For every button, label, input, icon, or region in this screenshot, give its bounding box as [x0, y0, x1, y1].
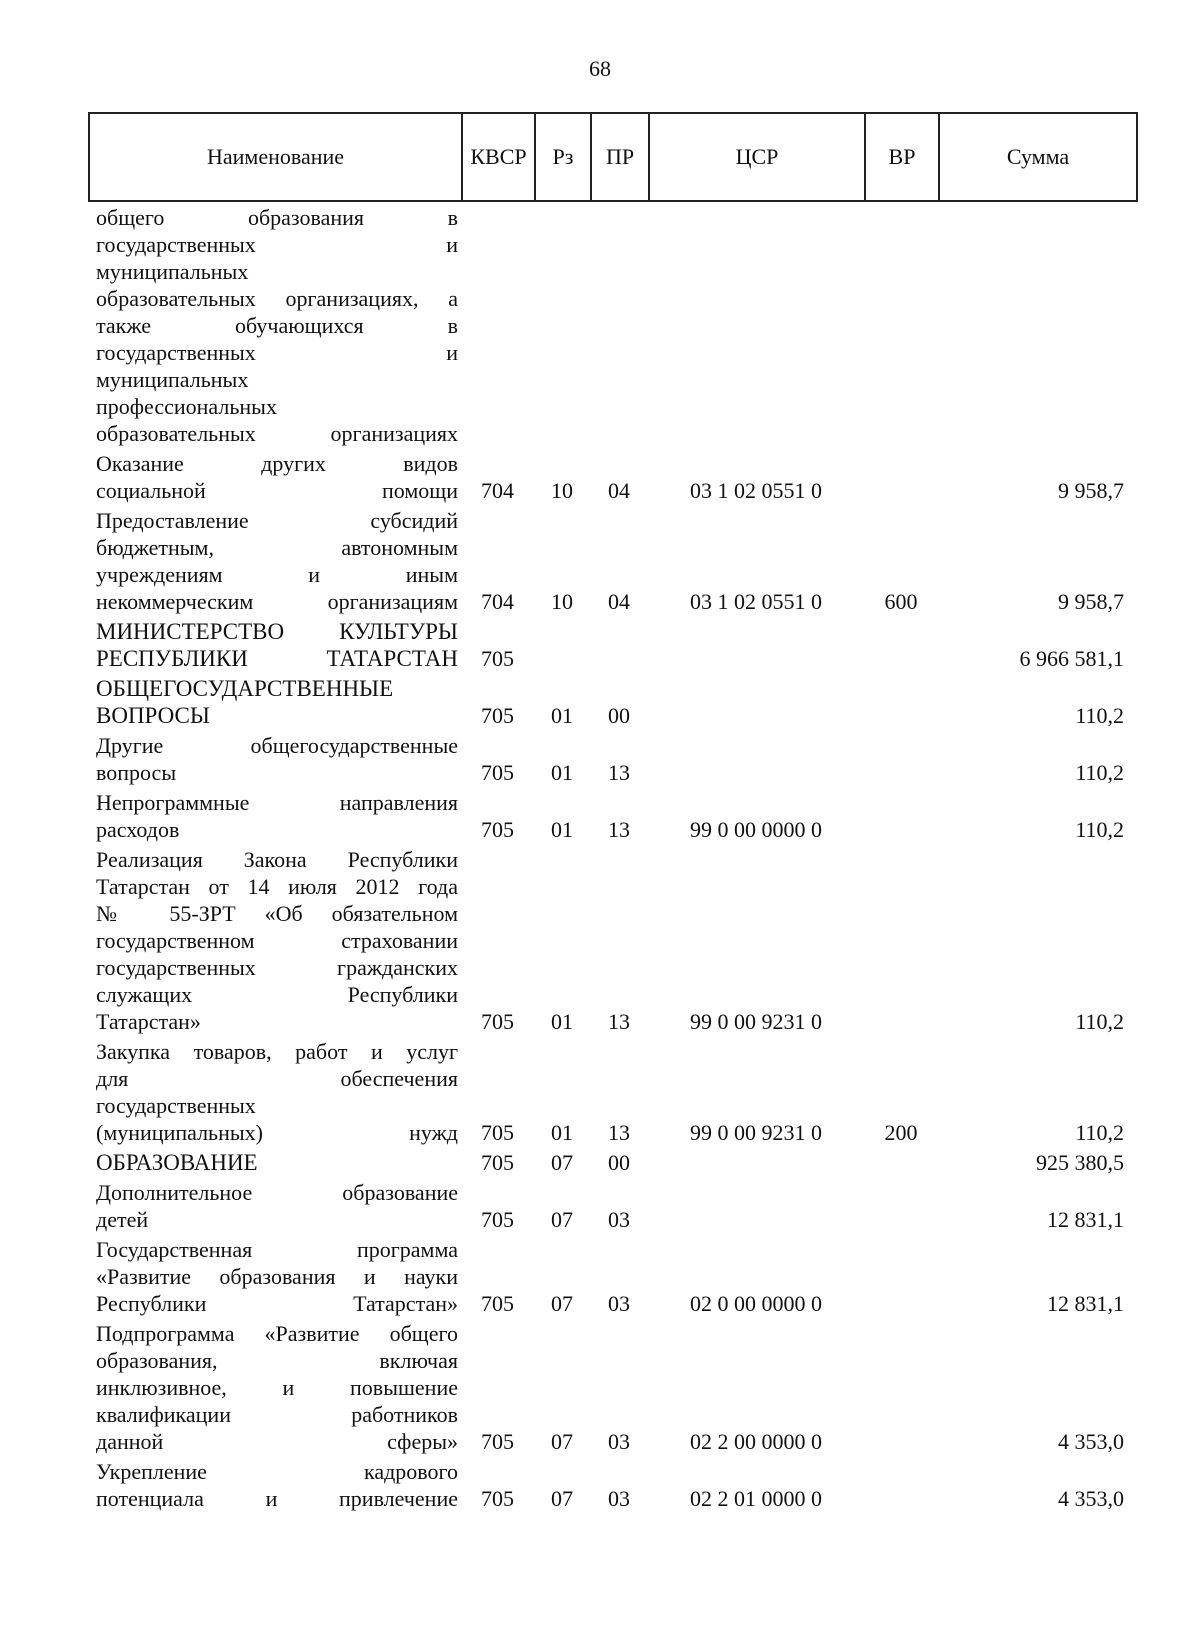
row-name — [88, 789, 461, 843]
row-name — [88, 1038, 461, 1146]
row-csr: 03 1 02 0551 0 — [690, 478, 822, 503]
row-rz: 10 — [551, 478, 573, 503]
row-pr: 03 — [608, 1429, 630, 1454]
row-vr: 600 — [884, 589, 918, 614]
row-kvsr: 705 — [481, 703, 514, 728]
column-header-rz: Рз — [535, 113, 591, 201]
row-sum: 110,2 — [1075, 760, 1124, 785]
row-sum: 12 831,1 — [1047, 1207, 1124, 1232]
row-name — [88, 1236, 461, 1317]
row-csr: 02 2 00 0000 0 — [690, 1429, 822, 1454]
row-name-line: образования, включая — [96, 1348, 458, 1373]
row-name-line: «Развитие образования и науки — [96, 1264, 458, 1289]
row-name-line: Дополнительное образование — [96, 1180, 458, 1205]
row-name-line: государственных и — [96, 340, 458, 365]
row-kvsr: 705 — [481, 1429, 514, 1454]
row-kvsr: 704 — [481, 478, 514, 503]
row-name-line: ОБРАЗОВАНИЕ — [96, 1150, 258, 1175]
row-pr: 00 — [608, 1150, 630, 1175]
row-rz: 01 — [551, 1120, 573, 1145]
row-kvsr: 705 — [481, 1120, 514, 1145]
row-sum: 4 353,0 — [1058, 1429, 1124, 1454]
table-row — [88, 507, 1136, 615]
row-kvsr: 705 — [481, 1150, 514, 1175]
row-name-line: Оказание других видов — [96, 451, 458, 476]
row-rz: 07 — [551, 1207, 573, 1232]
row-sum: 110,2 — [1075, 703, 1124, 728]
row-name-line: (муниципальных) нужд — [96, 1120, 458, 1145]
row-sum: 110,2 — [1075, 1120, 1124, 1145]
table-row — [88, 1236, 1136, 1317]
table-row — [88, 1179, 1136, 1233]
column-header-name: Наименование — [89, 113, 462, 201]
row-kvsr: 705 — [481, 760, 514, 785]
row-pr: 13 — [608, 760, 630, 785]
row-name-line: МИНИСТЕРСТВО КУЛЬТУРЫ — [96, 619, 458, 644]
table-row — [88, 732, 1136, 786]
row-kvsr: 705 — [481, 817, 514, 842]
row-name-line: социальной помощи — [96, 478, 458, 503]
row-pr: 04 — [608, 478, 630, 503]
row-csr: 02 2 01 0000 0 — [690, 1486, 822, 1511]
row-sum: 6 966 581,1 — [1019, 646, 1124, 671]
table-row — [88, 789, 1136, 843]
table-row — [88, 1038, 1136, 1146]
row-sum: 12 831,1 — [1047, 1291, 1124, 1316]
table-body — [88, 204, 1136, 1515]
row-name-line: бюджетным, автономным — [96, 535, 458, 560]
row-name-line: образовательных организациях — [96, 421, 458, 446]
row-rz: 01 — [551, 817, 573, 842]
row-name-line: расходов — [96, 817, 180, 842]
row-name-line: Предоставление субсидий — [96, 508, 458, 533]
row-rz: 10 — [551, 589, 573, 614]
row-kvsr: 705 — [481, 1291, 514, 1316]
row-name-line: Татарстан» — [96, 1009, 201, 1034]
row-name — [88, 507, 461, 615]
row-name-line: инклюзивное, и повышение — [96, 1375, 458, 1400]
row-name-line: учреждениям и иным — [96, 562, 458, 587]
row-name-line: муниципальных — [96, 367, 249, 392]
row-name-line: Укрепление кадрового — [96, 1459, 458, 1484]
table-row — [88, 1320, 1136, 1455]
row-name — [88, 204, 461, 447]
row-name-line: образовательных организациях, а — [96, 286, 458, 311]
row-name-line: Непрограммные направления — [96, 790, 458, 815]
row-csr: 99 0 00 9231 0 — [690, 1009, 822, 1034]
row-csr: 03 1 02 0551 0 — [690, 589, 822, 614]
row-kvsr: 705 — [481, 1486, 514, 1511]
row-rz: 01 — [551, 1009, 573, 1034]
row-name-line: Татарстан от 14 июля 2012 года — [96, 874, 458, 899]
row-sum: 925 380,5 — [1036, 1150, 1124, 1175]
row-name-line: также обучающихся в — [96, 313, 458, 338]
column-header-kvsr: КВСР — [462, 113, 535, 201]
row-kvsr: 705 — [481, 1009, 514, 1034]
row-name — [88, 1458, 461, 1512]
table-row — [88, 1458, 1136, 1512]
row-pr: 00 — [608, 703, 630, 728]
row-pr: 13 — [608, 1009, 630, 1034]
row-pr: 04 — [608, 589, 630, 614]
row-csr: 99 0 00 9231 0 — [690, 1120, 822, 1145]
row-rz: 07 — [551, 1429, 573, 1454]
row-pr: 03 — [608, 1486, 630, 1511]
row-name-line: некоммерческим организациям — [96, 589, 458, 614]
row-kvsr: 705 — [481, 1207, 514, 1232]
row-rz: 01 — [551, 703, 573, 728]
table-row — [88, 846, 1136, 1035]
row-name-line: ОБЩЕГОСУДАРСТВЕННЫЕ — [96, 676, 394, 701]
row-name — [88, 675, 461, 729]
row-name-line: данной сферы» — [96, 1429, 458, 1454]
row-pr: 13 — [608, 1120, 630, 1145]
table-row — [88, 204, 1136, 447]
row-name-line: государственных гражданских — [96, 955, 458, 980]
row-name-line: муниципальных — [96, 259, 249, 284]
row-name — [88, 1149, 461, 1176]
row-name-line: общего образования в — [96, 205, 458, 230]
row-name-line: профессиональных — [96, 394, 277, 419]
row-name-line: Закупка товаров, работ и услуг — [96, 1039, 458, 1064]
table-row — [88, 1149, 1136, 1176]
row-pr: 03 — [608, 1207, 630, 1232]
table-row — [88, 450, 1136, 504]
row-vr: 200 — [884, 1120, 918, 1145]
row-name-line: Реализация Закона Республики — [96, 847, 458, 872]
row-name-line: детей — [96, 1207, 149, 1232]
row-pr: 13 — [608, 817, 630, 842]
row-csr: 02 0 00 0000 0 — [690, 1291, 822, 1316]
row-name-line: государственных — [96, 1093, 256, 1118]
row-rz: 07 — [551, 1486, 573, 1511]
row-csr: 99 0 00 0000 0 — [690, 817, 822, 842]
row-name-line: Подпрограмма «Развитие общего — [96, 1321, 458, 1346]
row-name — [88, 846, 461, 1035]
row-rz: 01 — [551, 760, 573, 785]
column-header-pr: ПР — [591, 113, 649, 201]
row-sum: 9 958,7 — [1058, 589, 1124, 614]
column-header-csr: ЦСР — [649, 113, 865, 201]
row-name-line: государственных и — [96, 232, 458, 257]
row-name-line: Другие общегосударственные — [96, 733, 458, 758]
row-name-line: Республики Татарстан» — [96, 1291, 458, 1316]
row-kvsr: 705 — [481, 646, 514, 671]
table-row — [88, 675, 1136, 729]
row-name-line: служащих Республики — [96, 982, 458, 1007]
row-name-line: для обеспечения — [96, 1066, 458, 1091]
row-name-line: государственном страховании — [96, 928, 458, 953]
row-name-line: квалификации работников — [96, 1402, 458, 1427]
row-name-line: РЕСПУБЛИКИ ТАТАРСТАН — [96, 646, 458, 671]
row-rz: 07 — [551, 1150, 573, 1175]
row-sum: 4 353,0 — [1058, 1486, 1124, 1511]
table-header — [88, 112, 1138, 202]
row-name — [88, 618, 461, 672]
row-name-line: потенциала и привлечение — [96, 1486, 458, 1511]
row-name — [88, 732, 461, 786]
row-sum: 110,2 — [1075, 1009, 1124, 1034]
row-name-line: Государственная программа — [96, 1237, 458, 1262]
table-row — [88, 618, 1136, 672]
row-sum: 9 958,7 — [1058, 478, 1124, 503]
row-name-line: вопросы — [96, 760, 177, 785]
row-name-line: № 55-ЗРТ «Об обязательном — [96, 901, 458, 926]
row-pr: 03 — [608, 1291, 630, 1316]
row-sum: 110,2 — [1075, 817, 1124, 842]
row-kvsr: 704 — [481, 589, 514, 614]
column-header-vr: ВР — [865, 113, 939, 201]
column-header-sum: Сумма — [939, 113, 1137, 201]
row-name — [88, 450, 461, 504]
row-name — [88, 1320, 461, 1455]
row-name-line: ВОПРОСЫ — [96, 703, 210, 728]
row-rz: 07 — [551, 1291, 573, 1316]
page-number: 68 — [589, 56, 611, 81]
row-name — [88, 1179, 461, 1233]
